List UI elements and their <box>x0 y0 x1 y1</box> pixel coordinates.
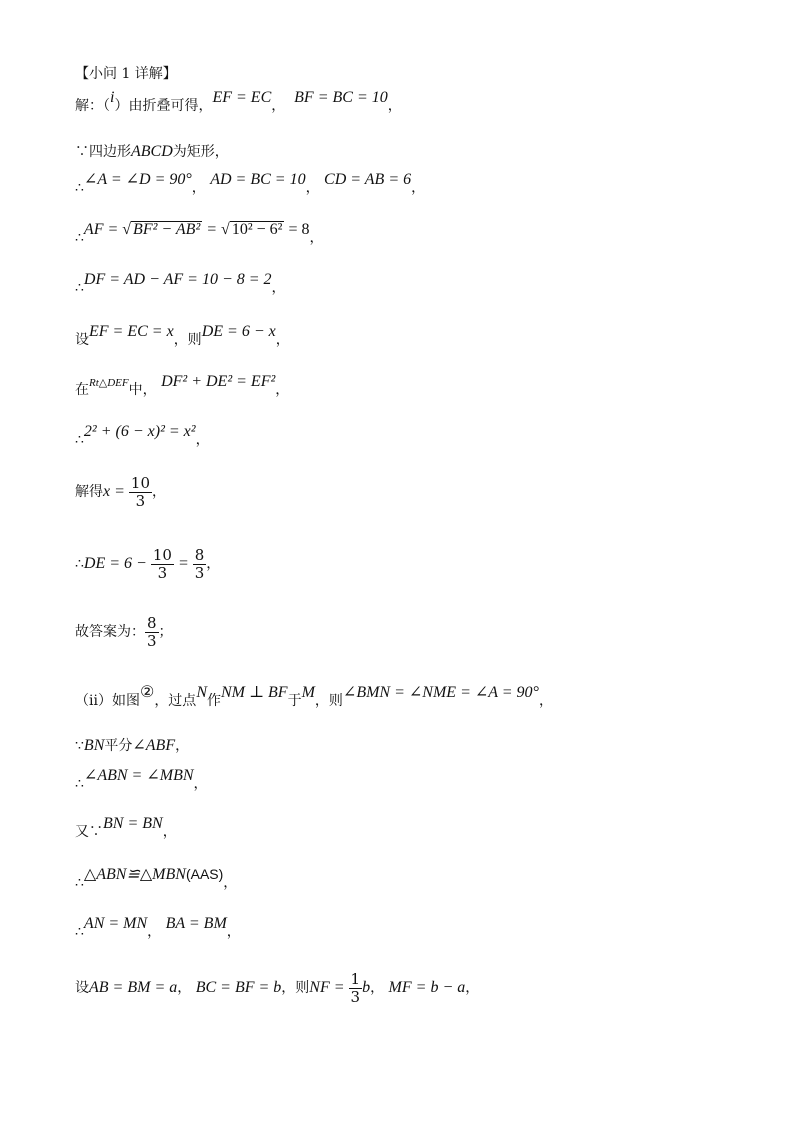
line-18: 设AB = BM = a， BC = BF = b，则NF = $\frac{1}{3}$ b， MF = b − a， <box>75 969 480 1006</box>
line-17: ∴AN = MN， BA = BM， <box>75 915 241 940</box>
line-9: 解得x = $\frac{10}{3}$ ， <box>75 473 166 510</box>
line-2: ∵四边形ABCD为矩形， <box>75 143 229 160</box>
line-12: （ii）如图②，过点N作NM ⊥ BF于M，则∠BMN = ∠NME = ∠A = 90°， <box>75 682 553 709</box>
figure-ref-2: ② <box>139 682 155 701</box>
line-3: ∴∠A = ∠D = 90°， AD = BC = 10， CD = AB = 6， <box>75 171 426 196</box>
line-5: ∴DF = AD − AF = 10 − 8 = 2， <box>75 271 286 296</box>
line-1: 解：（i）由折叠可得，EF = EC， BF = BC = 10， <box>75 89 402 114</box>
line-11-answer: 故答案为： $\frac{8}{3}$ ； <box>75 613 173 650</box>
line-13: ∵BN平分∠ABF， <box>75 737 190 754</box>
line-14: ∴∠ABN = ∠MBN， <box>75 767 208 792</box>
line-8: ∴2² + (6 − x)² = x²， <box>75 423 210 448</box>
line-6: 设EF = EC = x，则DE = 6 − x， <box>75 323 290 348</box>
line-15: 又∵BN = BN， <box>75 815 177 840</box>
line-16: ∴△ABN≌△MBN(AAS)， <box>75 866 238 891</box>
section-heading: 【小问 1 详解】 <box>75 66 177 82</box>
line-10: ∴DE = 6 − $\frac{10}{3}$ = $\frac{8}{3}$ ， <box>75 545 221 582</box>
line-7: 在$^{Rt\triangle DEF}$中， DF² + DE² = EF²， <box>75 373 290 398</box>
line-4: ∴AF = √ BF² − AB² = √ 10² − 6² = 8， <box>75 221 324 246</box>
